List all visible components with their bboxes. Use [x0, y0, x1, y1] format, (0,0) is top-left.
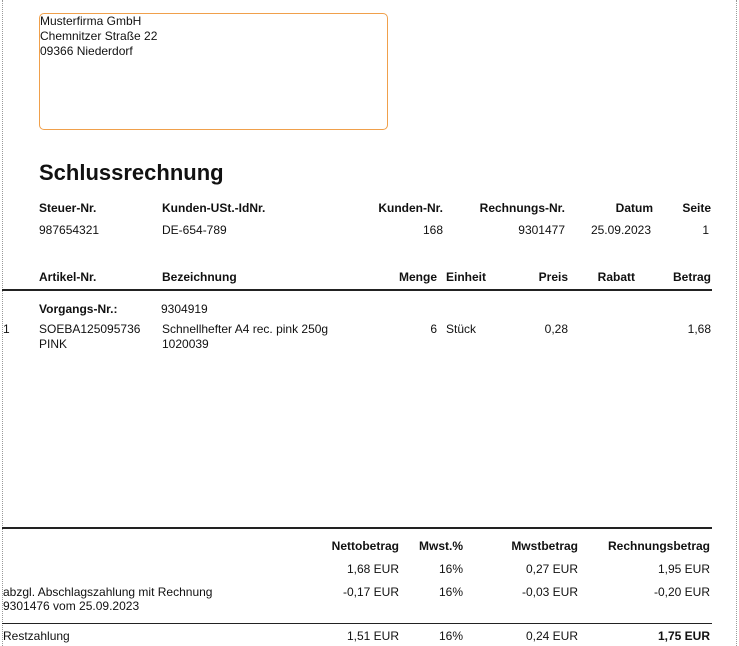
col-unit: Einheit [446, 270, 487, 284]
right-margin-guide [736, 0, 737, 646]
item-position: 1 [3, 322, 10, 336]
deduction-rate: 16% [438, 585, 463, 599]
col-discount: Rabatt [597, 270, 635, 284]
vorgang-label: Vorgangs-Nr.: [39, 302, 118, 316]
totals-header-net: Nettobetrag [331, 539, 399, 553]
deduction-net: -0,17 EUR [342, 585, 399, 599]
sender-company: Musterfirma GmbH [40, 14, 142, 28]
totals-main-vat: 0,27 EUR [525, 562, 578, 576]
header-tax-no: Steuer-Nr. [39, 201, 97, 215]
header-date: Datum [615, 201, 653, 215]
col-description: Bezeichnung [162, 270, 237, 284]
col-qty: Menge [398, 270, 437, 284]
value-tax-no: 987654321 [39, 223, 100, 237]
totals-main-net: 1,68 EUR [346, 562, 399, 576]
col-amount: Betrag [672, 270, 711, 284]
deduction-gross: -0,20 EUR [653, 585, 710, 599]
item-qty: 6 [430, 322, 437, 336]
totals-header-gross: Rechnungsbetrag [607, 539, 710, 553]
remaining-net: 1,51 EUR [346, 629, 399, 643]
remaining-divider [2, 623, 712, 624]
remaining-gross: 1,75 EUR [657, 629, 710, 643]
item-description: Schnellhefter A4 rec. pink 250g [162, 322, 329, 336]
totals-header-vat-rate: Mwst.% [418, 539, 463, 553]
header-invoice-no: Rechnungs-Nr. [479, 201, 565, 215]
value-invoice-no: 9301477 [518, 223, 565, 237]
value-customer-vat: DE-654-789 [162, 223, 227, 237]
item-description-code: 1020039 [162, 337, 209, 351]
item-article-variant: PINK [39, 337, 68, 351]
deduction-vat: -0,03 EUR [521, 585, 578, 599]
remaining-label: Restzahlung [3, 629, 70, 643]
totals-divider [2, 527, 712, 529]
item-unit: Stück [446, 322, 477, 336]
value-page: 1 [702, 223, 709, 237]
items-header-divider [2, 289, 712, 291]
vorgang-value: 9304919 [161, 302, 208, 316]
value-date: 25.09.2023 [590, 223, 651, 237]
sender-city: 09366 Niederdorf [40, 44, 133, 58]
col-price: Preis [538, 270, 568, 284]
item-amount: 1,68 [687, 322, 711, 336]
remaining-vat: 0,24 EUR [525, 629, 578, 643]
deduction-label: abzgl. Abschlagszahlung mit Rechnung [3, 585, 213, 599]
totals-header-vat-amount: Mwstbetrag [511, 539, 578, 553]
header-customer-vat: Kunden-USt.-IdNr. [162, 201, 266, 215]
totals-main-rate: 16% [438, 562, 463, 576]
address-window [39, 13, 388, 130]
item-price: 0,28 [544, 322, 568, 336]
sender-street: Chemnitzer Straße 22 [40, 29, 158, 43]
header-page: Seite [682, 201, 711, 215]
value-customer-no: 168 [422, 223, 443, 237]
col-article-no: Artikel-Nr. [39, 270, 97, 284]
header-customer-no: Kunden-Nr. [378, 201, 443, 215]
item-article-no: SOEBA125095736 [39, 322, 141, 336]
totals-main-gross: 1,95 EUR [657, 562, 710, 576]
remaining-rate: 16% [438, 629, 463, 643]
deduction-reference: 9301476 vom 25.09.2023 [3, 599, 140, 613]
document-title: Schlussrechnung [39, 160, 224, 185]
